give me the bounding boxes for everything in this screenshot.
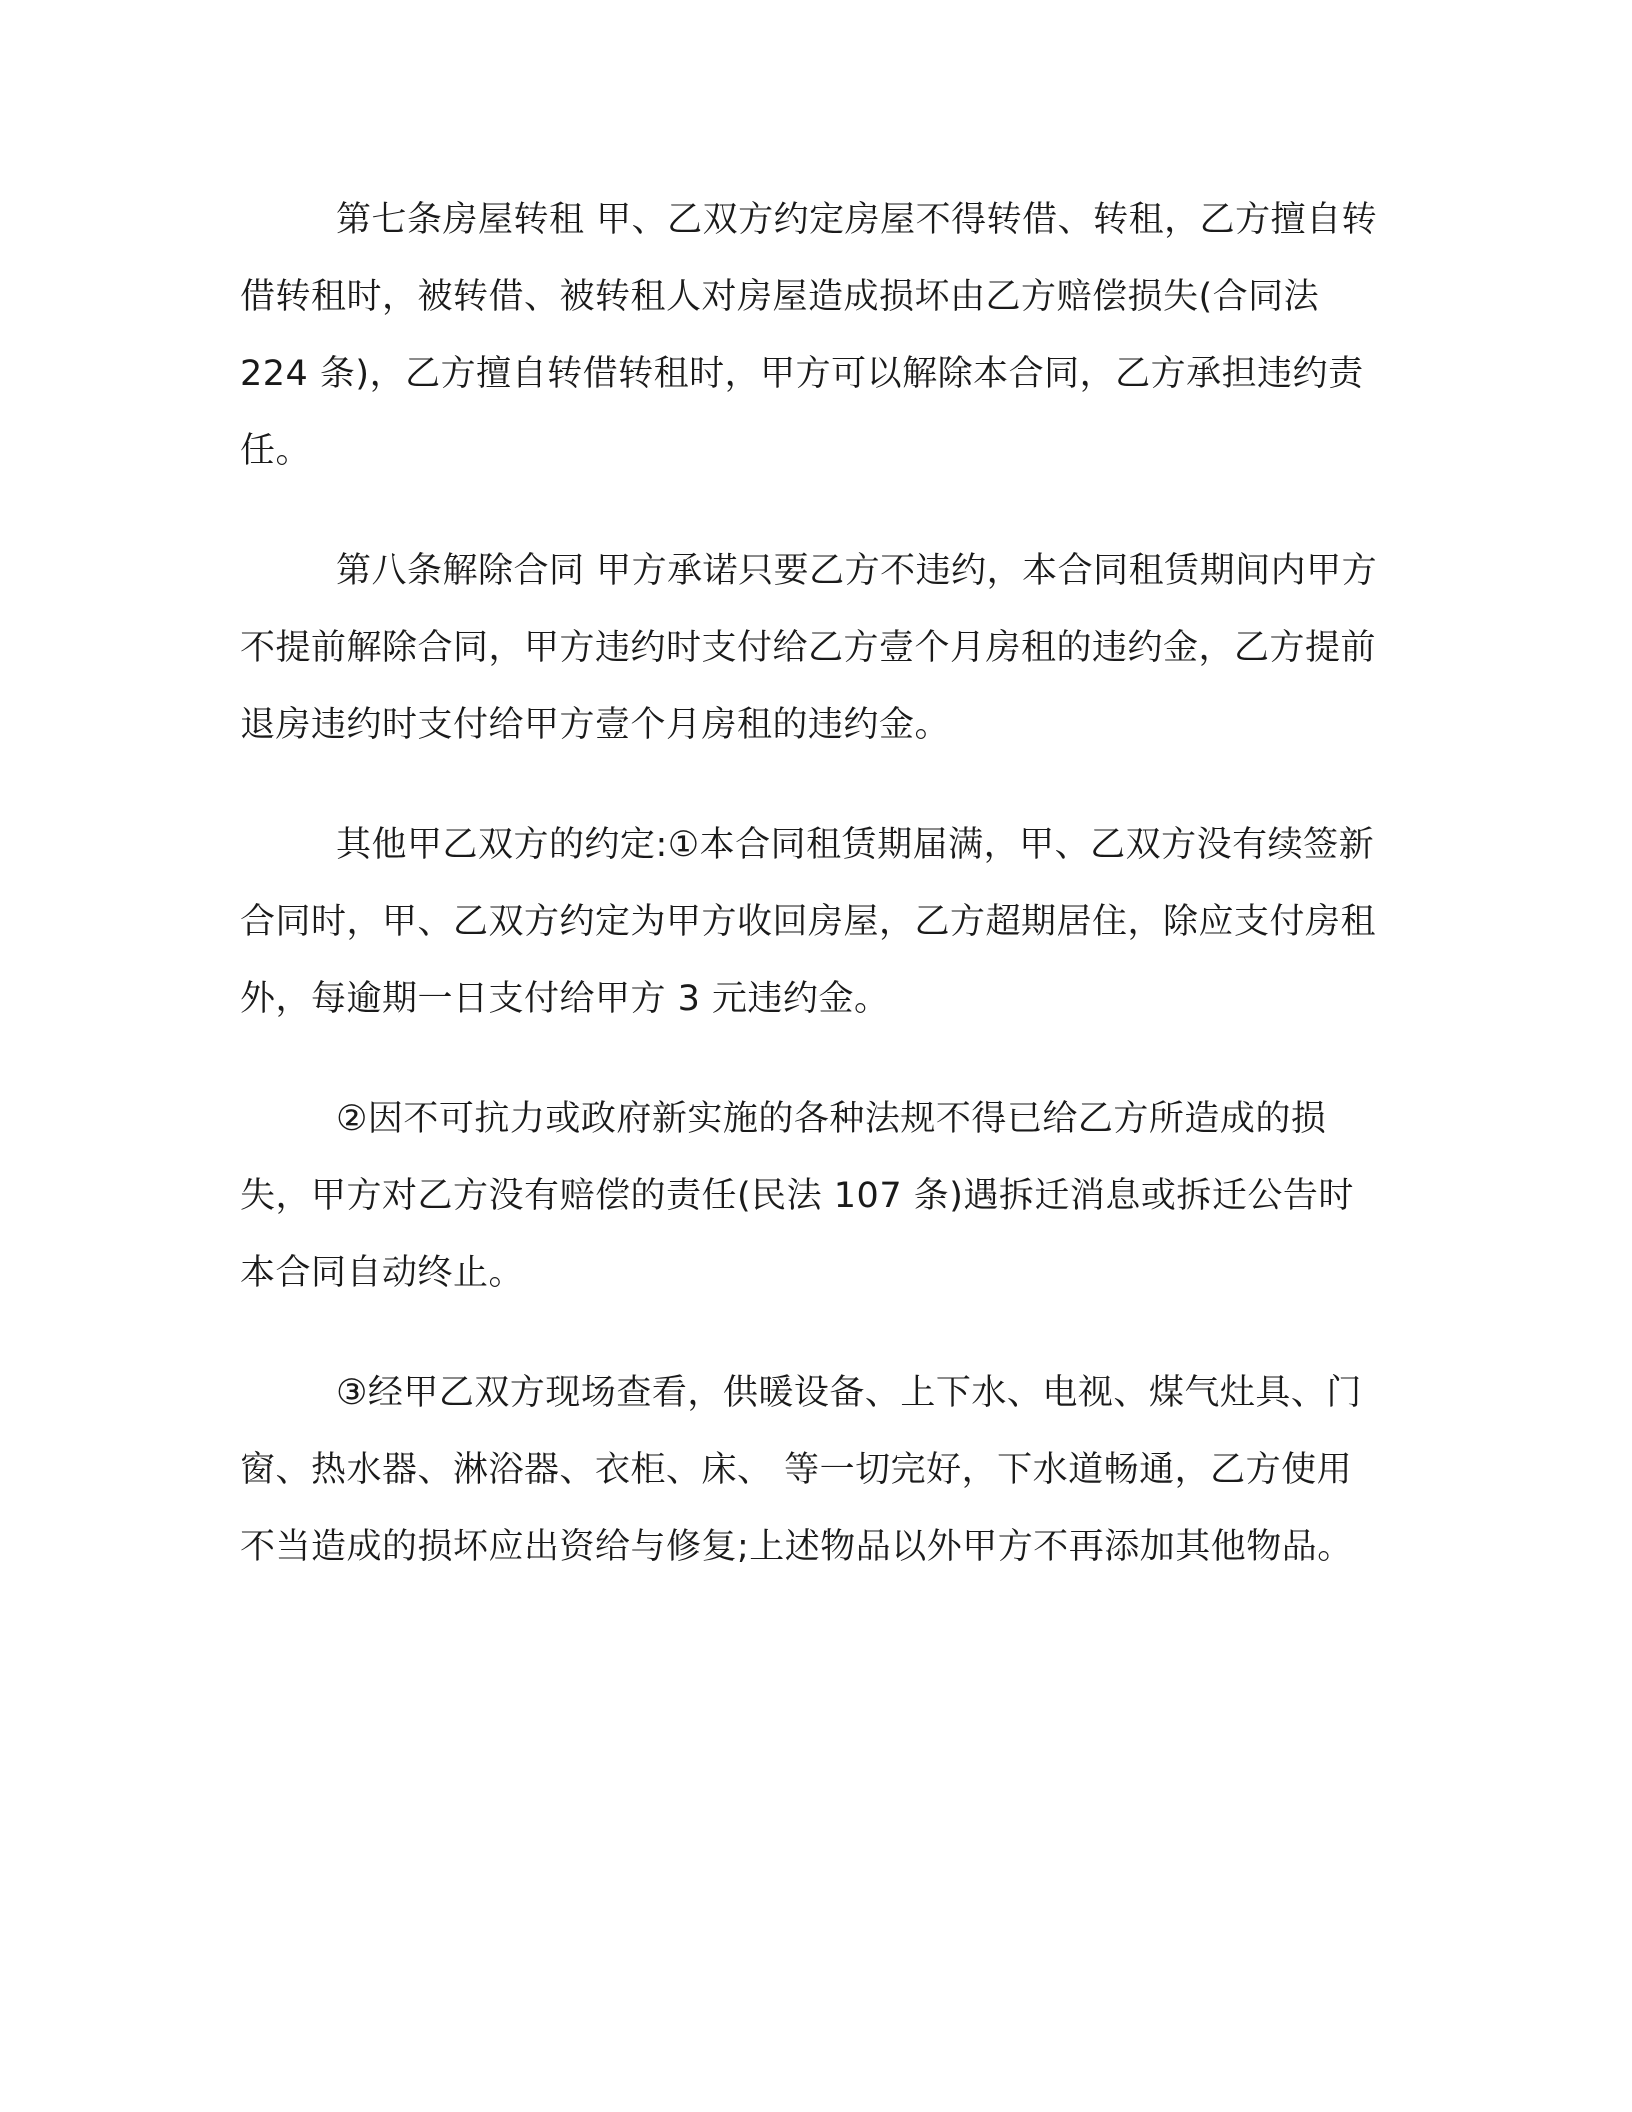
paragraph-other-agreement-3: ③经甲乙双方现场查看，供暖设备、上下水、电视、煤气灶具、门窗、热水器、淋浴器、衣柜、床、 等一切完好，下水道畅通，乙方使用不当造成的损坏应出资给与修复;上述物品以外甲方不再添加其他物品。 [240, 1373, 1362, 1567]
paragraph-article-7-sublease: 第七条房屋转租 甲、乙双方约定房屋不得转借、转租，乙方擅自转借转租时，被转借、被转租人对房屋造成损坏由乙方赔偿损失(合同法 224 条)，乙方擅自转借转租时，甲方可以解除本合同，乙方承担违约责任。 [240, 200, 1378, 471]
paragraph-article-8-termination: 第八条解除合同 甲方承诺只要乙方不违约，本合同租赁期间内甲方不提前解除合同，甲方违约时支付给乙方壹个月房租的违约金，乙方提前退房违约时支付给甲方壹个月房租的违约金。 [240, 551, 1378, 745]
paragraph-other-agreement-2: ②因不可抗力或政府新实施的各种法规不得已给乙方所造成的损失，甲方对乙方没有赔偿的责任(民法 107 条)遇拆迁消息或拆迁公告时本合同自动终止。 [240, 1099, 1354, 1293]
document-body [240, 182, 1380, 1629]
paragraph-other-agreement-1: 其他甲乙双方的约定:①本合同租赁期届满，甲、乙双方没有续签新合同时，甲、乙双方约定为甲方收回房屋，乙方超期居住，除应支付房租外，每逾期一日支付给甲方 3 元违约金。 [240, 825, 1377, 1019]
